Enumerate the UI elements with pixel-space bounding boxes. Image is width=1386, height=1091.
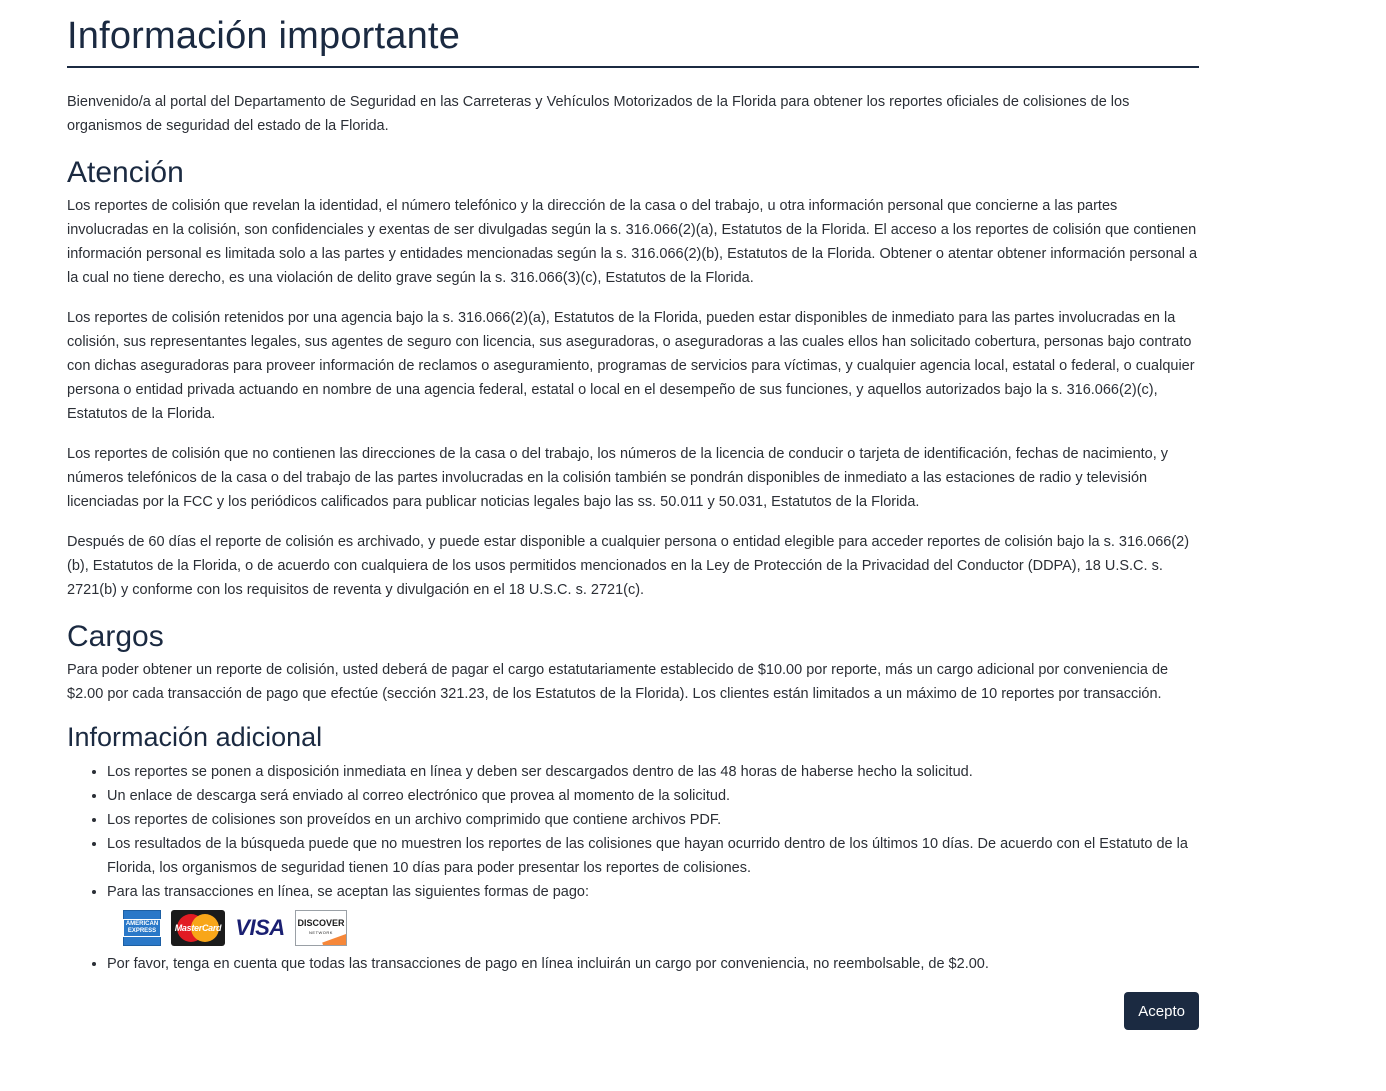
mastercard-logo-text: MasterCard <box>174 923 222 933</box>
attention-paragraph-1: Los reportes de colisión que revelan la identidad, el número telefónico y la dirección de la casa o del trabajo, u otra información personal que concierne a las partes involucradas en la colisión, son confidenciales y exentas de ser divulgadas según la s. 316.066(2)(a), Estatutos de la Florida. El acceso a los reportes de colisión que contienen información personal es limitada solo a las partes y entidades mencionadas según la s. 316.066(2)(b), Estatutos de la Florida. Obtener o atentar obtener información personal a la cual no tiene derecho, es una violación de delito grave según la s. 316.066(3)(c), Estatutos de la Florida. <box>67 198 1198 286</box>
page-title: Información importante <box>67 15 461 57</box>
amex-logo-text-bottom: EXPRESS <box>127 928 157 934</box>
list-item-payment-methods <box>107 880 1199 948</box>
intro-paragraph: Bienvenido/a al portal del Departamento de Seguridad en las Carreteras y Vehículos Motorizados de la Florida para obtener los reportes oficiales de colisiones de los organismos de seguridad del estado de la Florida. <box>67 94 1130 134</box>
list-item: • Los reportes se ponen a disposición inmediata en línea y deben ser descargados dentro de las 48 horas de haberse hecho la solicitud. <box>107 760 1199 784</box>
title-divider <box>67 66 1199 68</box>
discover-logo-icon <box>295 910 347 946</box>
mastercard-logo-icon <box>171 910 225 946</box>
actions-bar <box>67 992 1199 1030</box>
fees-heading: Cargos <box>67 620 164 653</box>
list-item: • Un enlace de descarga será enviado al correo electrónico que provea al momento de la solicitud. <box>107 784 1199 808</box>
discover-logo-subtext: NETWORK <box>309 930 333 935</box>
amex-logo-icon <box>123 910 161 946</box>
amex-logo-text-top: AMERICAN <box>125 921 159 927</box>
payment-methods-text: Para las transacciones en línea, se aceptan las siguientes formas de pago: <box>107 884 590 900</box>
attention-paragraph-3: Los reportes de colisión que no contienen las direcciones de la casa o del trabajo, los números de la licencia de conducir o tarjeta de identificación, fechas de nacimiento, y números telefónicos de la casa o del trabajo de las partes involucradas en la colisión también se pondrán disponibles de inmediato a las estaciones de radio y televisión licenciadas por la FCC y los periódicos calificados para publicar noticias legales bajo las ss. 50.011 y 50.031, Estatutos de la Florida. <box>67 446 1169 510</box>
list-item: • Los resultados de la búsqueda puede que no muestren los reportes de las colisiones que hayan ocurrido dentro de los últimos 10 días. De acuerdo con el Estatuto de la Florida, los organismos de seguridad tienen 10 días para poder presentar los reportes de colisiones. <box>107 832 1199 880</box>
list-item: • Por favor, tenga en cuenta que todas las transacciones de pago en línea incluirán un cargo por conveniencia, no reembolsable, de $2.00. <box>107 952 1199 976</box>
main-content <box>67 0 1199 1030</box>
additional-info-list <box>67 760 1199 976</box>
attention-paragraph-2: Los reportes de colisión retenidos por una agencia bajo la s. 316.066(2)(a), Estatutos de la Florida, pueden estar disponibles de inmediato para las partes involucradas en la colisión, sus representantes legales, sus agentes de seguro con licencia, sus aseguradoras, o aseguradoras a las cuales ellos han solicitado cobertura, personas bajo contrato con dichas aseguradoras para proveer información de reclamos o aseguramiento, programas de servicios para víctimas, y cualquier agencia local, estatal o federal, o cualquier persona o entidad privada actuando en nombre de una agencia federal, estatal o local en el desempeño de sus funciones, y aquellos autorizados bajo la s. 316.066(2)(c), Estatutos de la Florida. <box>67 310 1195 422</box>
discover-logo-text: DISCOVER <box>297 918 345 928</box>
accept-button[interactable]: Acepto <box>1124 992 1199 1030</box>
payment-logos <box>123 908 1199 948</box>
list-item: • Los reportes de colisiones son proveídos en un archivo comprimido que contiene archivos PDF. <box>107 808 1199 832</box>
additional-info-heading: Información adicional <box>67 722 323 752</box>
attention-heading: Atención <box>67 156 184 189</box>
attention-paragraph-4: Después de 60 días el reporte de colisión es archivado, y puede estar disponible a cualquier persona o entidad elegible para acceder reportes de colisión bajo la s. 316.066(2)(b), Estatutos de la Florida, o de acuerdo con cualquiera de los usos permitidos mencionados en la Ley de Protección de la Privacidad del Conductor (DDPA), 18 U.S.C. s. 2721(b) y conforme con los requisitos de reventa y divulgación en el 18 U.S.C. s. 2721(c). <box>67 534 1190 598</box>
visa-logo-icon: VISA <box>235 915 285 940</box>
fees-paragraph: Para poder obtener un reporte de colisión, usted deberá de pagar el cargo estatutariamente establecido de $10.00 por reporte, más un cargo adicional por conveniencia de $2.00 por cada transacción de pago que efectúe (sección 321.23, de los Estatutos de la Florida). Los clientes están limitados a un máximo de 10 reportes por transacción. <box>67 662 1169 702</box>
